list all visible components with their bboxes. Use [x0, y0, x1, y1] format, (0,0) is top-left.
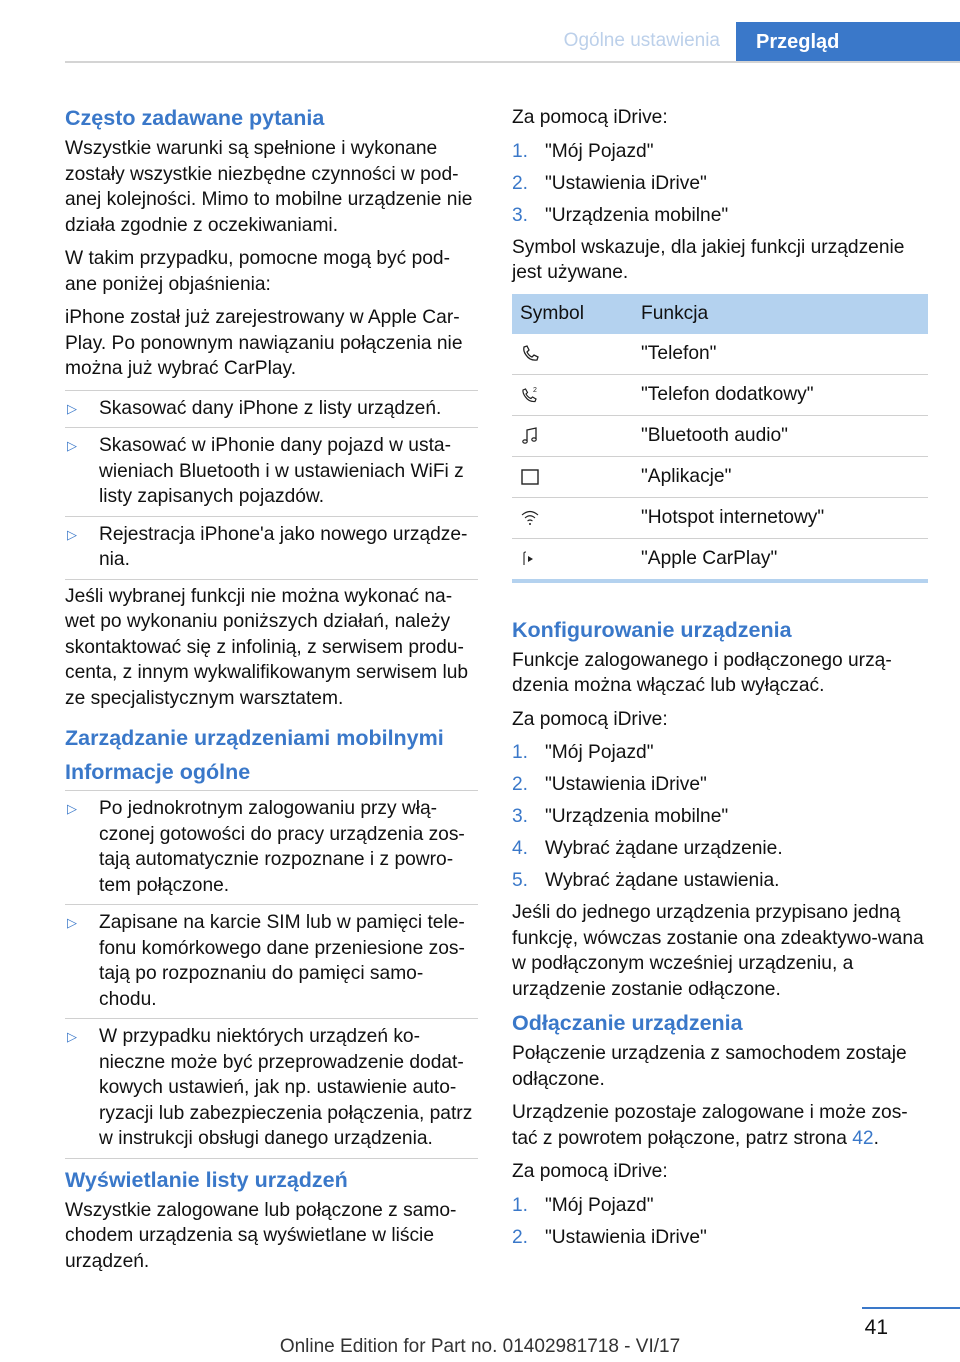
svg-text:2: 2 [533, 386, 537, 394]
carplay-play-icon [520, 549, 540, 569]
list-item-text: Skasować w iPhonie dany pojazd w usta-wieniach Bluetooth i w ustawieniach WiFi z listy zapisanych pojazdów. [99, 435, 464, 507]
function-cell: "Apple CarPlay" [641, 547, 778, 569]
list-item [512, 836, 928, 862]
step-number: 2. [512, 1226, 529, 1248]
header-rule [65, 61, 960, 63]
device-list-paragraph: Wszystkie zalogowane lub połączone z samo-chodem urządzenia są wyświetlane w liście urządzeń. [65, 1199, 457, 1272]
right-column [512, 105, 928, 1257]
list-item-text: Zapisane na karcie SIM lub w pamięci tele-fonu komórkowego dane przeniesione zos-tają po rozpoznaniu do pamięci samo-chodu. [99, 912, 465, 1010]
list-item [65, 517, 478, 580]
triangle-bullet-icon: ▷ [67, 526, 77, 542]
triangle-bullet-icon: ▷ [67, 1029, 77, 1044]
general-items [65, 790, 478, 1159]
wifi-icon [520, 508, 540, 528]
table-row [512, 456, 928, 497]
faq-paragraph: iPhone został już zarejestrowany w Apple Car-Play. Po ponownym nawiązaniu połączenia nie można już wybrać CarPlay. [65, 307, 463, 379]
list-item [512, 203, 928, 229]
list-item [512, 740, 928, 766]
manage-heading: Zarządzanie urządzeniami mobilnymi [65, 726, 444, 750]
step-number: 1. [512, 1194, 529, 1216]
header-section-title: Ogólne ustawienia [563, 30, 720, 51]
music-note-icon [520, 426, 540, 446]
faq-steps [65, 390, 478, 580]
list-item [65, 1019, 478, 1159]
function-cell: "Telefon" [633, 334, 928, 375]
list-item-text: Rejestracja iPhone'a jako nowego urządze-nia. [99, 523, 468, 570]
table-header: Symbol [512, 294, 633, 334]
disconnect-paragraph: Połączenie urządzenia z samochodem zostaje odłączone. [512, 1043, 907, 1090]
list-item-text: Skasować dany iPhone z listy urządzeń. [99, 397, 442, 419]
step-text: Wybrać żądane urządzenie. [545, 838, 783, 859]
general-heading: Informacje ogólne [65, 760, 251, 784]
symbol-cell [512, 334, 633, 375]
step-number: 3. [512, 204, 529, 226]
step-text: "Mój Pojazd" [545, 1194, 654, 1216]
list-item [512, 772, 928, 798]
step-number: 4. [512, 838, 529, 859]
list-item-text: W przypadku niektórych urządzeń ko-nieczne może być przeprowadzenie dodat-kowych ustawień, jak np. ustawienie auto-ryzacji lub zabezpieczenia połączenia, patrz w instrukcji obsługi danego urządzenia. [99, 1026, 473, 1149]
list-item [512, 1225, 928, 1251]
symbol-intro: Symbol wskazuje, dla jakiej funkcji urządzenie jest używane. [512, 236, 905, 283]
triangle-bullet-icon: ▷ [67, 438, 77, 453]
list-item [512, 171, 928, 197]
disconnect-text: Urządzenie pozostaje zalogowane i może zos-tać z powrotem połączone, patrz strona [512, 1102, 908, 1149]
step-number: 1. [512, 140, 529, 162]
table-row [512, 334, 928, 375]
steps-list [512, 740, 928, 894]
list-item [65, 905, 478, 1019]
triangle-bullet-icon: ▷ [67, 915, 77, 930]
symbol-cell [512, 497, 633, 538]
list-item [512, 868, 928, 894]
symbol-cell [512, 456, 633, 497]
list-item [65, 428, 478, 517]
step-number: 2. [512, 774, 529, 795]
table-row [512, 415, 928, 456]
faq-paragraph: Jeśli wybranej funkcji nie można wykonać na-wet po wykonaniu poniższych działań, należy skontaktować się z infolinią, z serwisem produ-centa, z innym wykwalifikowanym serwisem lub ze specjalistycznym warsztatem. [65, 585, 469, 709]
steps-list [512, 1193, 928, 1251]
config-paragraph: Funkcje zalogowanego i podłączonego urzą-dzenia można włączać lub wyłączać. [512, 649, 892, 696]
page-reference-link[interactable]: 42 [852, 1127, 874, 1149]
step-text: "Ustawienia iDrive" [545, 774, 707, 795]
symbol-cell [512, 374, 633, 415]
function-cell: "Bluetooth audio" [633, 415, 928, 456]
step-text: "Ustawienia iDrive" [545, 172, 707, 194]
edition-footer: Online Edition for Part no. 01402981718 - VI/17 [279, 1336, 681, 1357]
symbol-cell [512, 415, 633, 456]
function-cell: "Telefon dodatkowy" [633, 374, 928, 415]
idrive-label: Za pomocą iDrive: [512, 708, 668, 730]
step-number: 5. [512, 870, 529, 891]
list-item [65, 790, 478, 905]
steps-list [512, 139, 928, 229]
symbol-cell [512, 538, 633, 581]
disconnect-text-end: . [873, 1127, 879, 1149]
step-number: 3. [512, 806, 529, 827]
config-heading: Konfigurowanie urządzenia [512, 617, 792, 642]
step-text: "Urządzenia mobilne" [545, 204, 729, 226]
step-text: "Mój Pojazd" [545, 742, 654, 763]
disconnect-paragraph [512, 1100, 928, 1151]
step-text: "Urządzenia mobilne" [545, 806, 729, 827]
step-text: Wybrać żądane ustawienia. [545, 870, 780, 891]
phone-2-icon [520, 385, 540, 405]
table-header-row [512, 294, 928, 334]
list-item [512, 804, 928, 830]
device-list-heading: Wyświetlanie listy urządzeń [65, 1167, 348, 1192]
faq-heading: Często zadawane pytania [65, 106, 325, 130]
idrive-label: Za pomocą iDrive: [512, 107, 668, 128]
triangle-bullet-icon: ▷ [67, 801, 77, 816]
apps-square-icon [520, 467, 540, 487]
list-item [512, 139, 928, 165]
function-cell: "Hotspot internetowy" [633, 497, 928, 538]
symbol-table [512, 294, 928, 583]
list-item-text: Po jednokrotnym zalogowaniu przy włą-czonej gotowości do pracy urządzenia zos-tają automatycznie rozpoznane i z powro-tem połączone. [99, 798, 465, 896]
step-text: "Ustawienia iDrive" [545, 1226, 707, 1248]
config-paragraph: Jeśli do jednego urządzenia przypisano jedną funkcję, wówczas zostanie ona zdeaktywo-wana w podłączonym wcześniej urządzeniu, a urządzenie zostanie odłączone. [512, 902, 924, 1000]
table-header: Funkcja [633, 294, 928, 334]
faq-paragraph: Wszystkie warunki są spełnione i wykonane zostały wszystkie niezbędne czynności w pod-anej kolejności. Mimo to mobilne urządzenie nie działa zgodnie z oczekiwaniami. [65, 138, 473, 236]
page-number-rule [862, 1307, 960, 1309]
idrive-label: Za pomocą iDrive: [512, 1161, 668, 1182]
table-row [512, 374, 928, 415]
list-item [512, 1193, 928, 1219]
disconnect-heading: Odłączanie urządzenia [512, 1011, 743, 1035]
triangle-bullet-icon: ▷ [67, 400, 77, 416]
step-number: 2. [512, 172, 529, 194]
list-item [65, 390, 478, 429]
faq-paragraph: W takim przypadku, pomocne mogą być pod-ane poniżej objaśnienia: [65, 248, 450, 295]
table-row [512, 538, 928, 581]
step-number: 1. [512, 742, 529, 763]
phone-icon [520, 344, 540, 364]
table-row [512, 497, 928, 538]
step-text: "Mój Pojazd" [545, 140, 654, 162]
function-cell: "Aplikacje" [633, 456, 928, 497]
left-column [65, 105, 478, 1282]
header-tab: Przegląd [736, 22, 960, 63]
page-number: 41 [864, 1316, 888, 1339]
